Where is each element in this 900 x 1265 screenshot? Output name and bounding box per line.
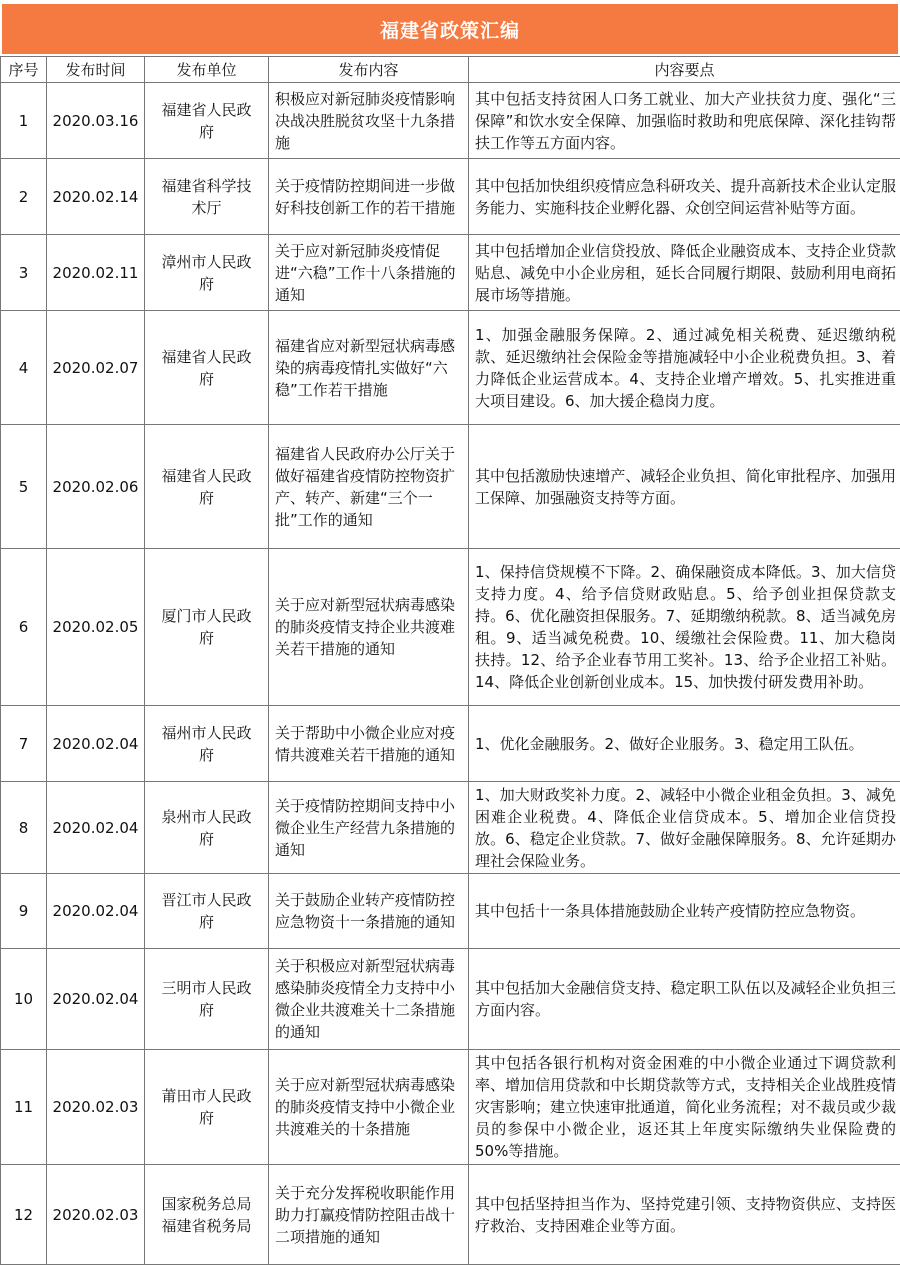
cell-no: 9 — [1, 874, 47, 949]
policy-table — [0, 56, 900, 1265]
cell-points: 其中包括十一条具体措施鼓励企业转产疫情防控应急物资。 — [469, 874, 900, 949]
cell-date: 2020.02.04 — [47, 706, 145, 782]
header-points: 内容要点 — [469, 57, 900, 83]
cell-points: 其中包括加大金融信贷支持、稳定职工队伍以及减轻企业负担三方面内容。 — [469, 949, 900, 1050]
table-row — [1, 311, 900, 425]
header-unit: 发布单位 — [145, 57, 269, 83]
cell-unit: 福建省人民政府 — [145, 311, 269, 425]
cell-unit: 漳州市人民政府 — [145, 235, 269, 311]
cell-date: 2020.02.07 — [47, 311, 145, 425]
cell-no: 7 — [1, 706, 47, 782]
cell-unit: 福州市人民政府 — [145, 706, 269, 782]
table-row — [1, 235, 900, 311]
cell-points: 1、加强金融服务保障。2、通过减免相关税费、延迟缴纳税款、延迟缴纳社会保险金等措施减轻中小企业税费负担。3、着力降低企业运营成本。4、支持企业增产增效。5、扎实推进重大项目建设。6、加大援企稳岗力度。 — [469, 311, 900, 425]
cell-unit: 晋江市人民政府 — [145, 874, 269, 949]
table-row — [1, 949, 900, 1050]
cell-content: 关于积极应对新型冠状病毒感染肺炎疫情全力支持中小微企业共渡难关十二条措施的通知 — [269, 949, 469, 1050]
table-row — [1, 782, 900, 874]
cell-date: 2020.02.04 — [47, 949, 145, 1050]
cell-date: 2020.02.03 — [47, 1165, 145, 1265]
header-content: 发布内容 — [269, 57, 469, 83]
table-row — [1, 549, 900, 706]
cell-date: 2020.02.04 — [47, 782, 145, 874]
cell-no: 4 — [1, 311, 47, 425]
cell-content: 关于应对新型冠状病毒感染的肺炎疫情支持企业共渡难关若干措施的通知 — [269, 549, 469, 706]
cell-no: 12 — [1, 1165, 47, 1265]
cell-unit: 福建省科学技术厅 — [145, 159, 269, 235]
cell-no: 2 — [1, 159, 47, 235]
cell-date: 2020.02.06 — [47, 425, 145, 549]
cell-no: 5 — [1, 425, 47, 549]
cell-unit: 厦门市人民政府 — [145, 549, 269, 706]
cell-content: 关于鼓励企业转产疫情防控应急物资十一条措施的通知 — [269, 874, 469, 949]
table-row — [1, 83, 900, 159]
cell-date: 2020.02.14 — [47, 159, 145, 235]
cell-no: 11 — [1, 1050, 47, 1165]
cell-date: 2020.02.05 — [47, 549, 145, 706]
header-date: 发布时间 — [47, 57, 145, 83]
table-title: 福建省政策汇编 — [2, 4, 898, 54]
cell-no: 10 — [1, 949, 47, 1050]
cell-no: 8 — [1, 782, 47, 874]
cell-content: 关于帮助中小微企业应对疫情共渡难关若干措施的通知 — [269, 706, 469, 782]
cell-date: 2020.03.16 — [47, 83, 145, 159]
table-header-row — [1, 57, 900, 83]
cell-unit: 福建省人民政府 — [145, 425, 269, 549]
cell-points: 1、加大财政奖补力度。2、减轻中小微企业租金负担。3、减免困难企业税费。4、降低企业信贷成本。5、增加企业信贷投放。6、稳定企业贷款。7、做好金融保障服务。8、允许延期办理社会保险业务。 — [469, 782, 900, 874]
cell-content: 福建省应对新型冠状病毒感染的病毒疫情扎实做好“六稳”工作若干措施 — [269, 311, 469, 425]
cell-points: 其中包括激励快速增产、减轻企业负担、简化审批程序、加强用工保障、加强融资支持等方面。 — [469, 425, 900, 549]
cell-no: 3 — [1, 235, 47, 311]
cell-content: 福建省人民政府办公厅关于做好福建省疫情防控物资扩产、转产、新建“三个一批”工作的通知 — [269, 425, 469, 549]
cell-no: 6 — [1, 549, 47, 706]
cell-no: 1 — [1, 83, 47, 159]
cell-date: 2020.02.03 — [47, 1050, 145, 1165]
cell-unit: 泉州市人民政府 — [145, 782, 269, 874]
header-no: 序号 — [1, 57, 47, 83]
cell-content: 积极应对新冠肺炎疫情影响决战决胜脱贫攻坚十九条措施 — [269, 83, 469, 159]
cell-date: 2020.02.11 — [47, 235, 145, 311]
cell-unit: 莆田市人民政府 — [145, 1050, 269, 1165]
cell-content: 关于疫情防控期间进一步做好科技创新工作的若干措施 — [269, 159, 469, 235]
cell-points: 其中包括坚持担当作为、坚持党建引领、支持物资供应、支持医疗救治、支持困难企业等方面。 — [469, 1165, 900, 1265]
table-row — [1, 1050, 900, 1165]
cell-content: 关于充分发挥税收职能作用助力打赢疫情防控阻击战十二项措施的通知 — [269, 1165, 469, 1265]
cell-content: 关于疫情防控期间支持中小微企业生产经营九条措施的通知 — [269, 782, 469, 874]
cell-points: 其中包括支持贫困人口务工就业、加大产业扶贫力度、强化“三保障”和饮水安全保障、加强临时救助和兜底保障、深化挂钩帮扶工作等五方面内容。 — [469, 83, 900, 159]
cell-unit: 国家税务总局福建省税务局 — [145, 1165, 269, 1265]
cell-points: 其中包括增加企业信贷投放、降低企业融资成本、支持企业贷款贴息、减免中小企业房租，延长合同履行期限、鼓励利用电商拓展市场等措施。 — [469, 235, 900, 311]
cell-date: 2020.02.04 — [47, 874, 145, 949]
cell-points: 1、保持信贷规模不下降。2、确保融资成本降低。3、加大信贷支持力度。4、给予信贷财政贴息。5、给予创业担保贷款支持。6、优化融资担保服务。7、延期缴纳税款。8、适当减免房租。9、适当减免税费。10、缓缴社会保险费。11、加大稳岗扶持。12、给予企业春节用工奖补。13、给予企业招工补贴。14、降低企业创新创业成本。15、加快拨付研发费用补助。 — [469, 549, 900, 706]
cell-content: 关于应对新冠肺炎疫情促进“六稳”工作十八条措施的通知 — [269, 235, 469, 311]
table-row — [1, 159, 900, 235]
cell-unit: 福建省人民政府 — [145, 83, 269, 159]
cell-content: 关于应对新型冠状病毒感染的肺炎疫情支持中小微企业共渡难关的十条措施 — [269, 1050, 469, 1165]
table-row — [1, 874, 900, 949]
cell-unit: 三明市人民政府 — [145, 949, 269, 1050]
cell-points: 其中包括各银行机构对资金困难的中小微企业通过下调贷款利率、增加信用贷款和中长期贷款等方式，支持相关企业战胜疫情灾害影响；建立快速审批通道，简化业务流程；对不裁员或少裁员的参保中小微企业，返还其上年度实际缴纳失业保险费的50%等措施。 — [469, 1050, 900, 1165]
table-row — [1, 706, 900, 782]
cell-points: 其中包括加快组织疫情应急科研攻关、提升高新技术企业认定服务能力、实施科技企业孵化器、众创空间运营补贴等方面。 — [469, 159, 900, 235]
table-row — [1, 1165, 900, 1265]
cell-points: 1、优化金融服务。2、做好企业服务。3、稳定用工队伍。 — [469, 706, 900, 782]
table-row — [1, 425, 900, 549]
